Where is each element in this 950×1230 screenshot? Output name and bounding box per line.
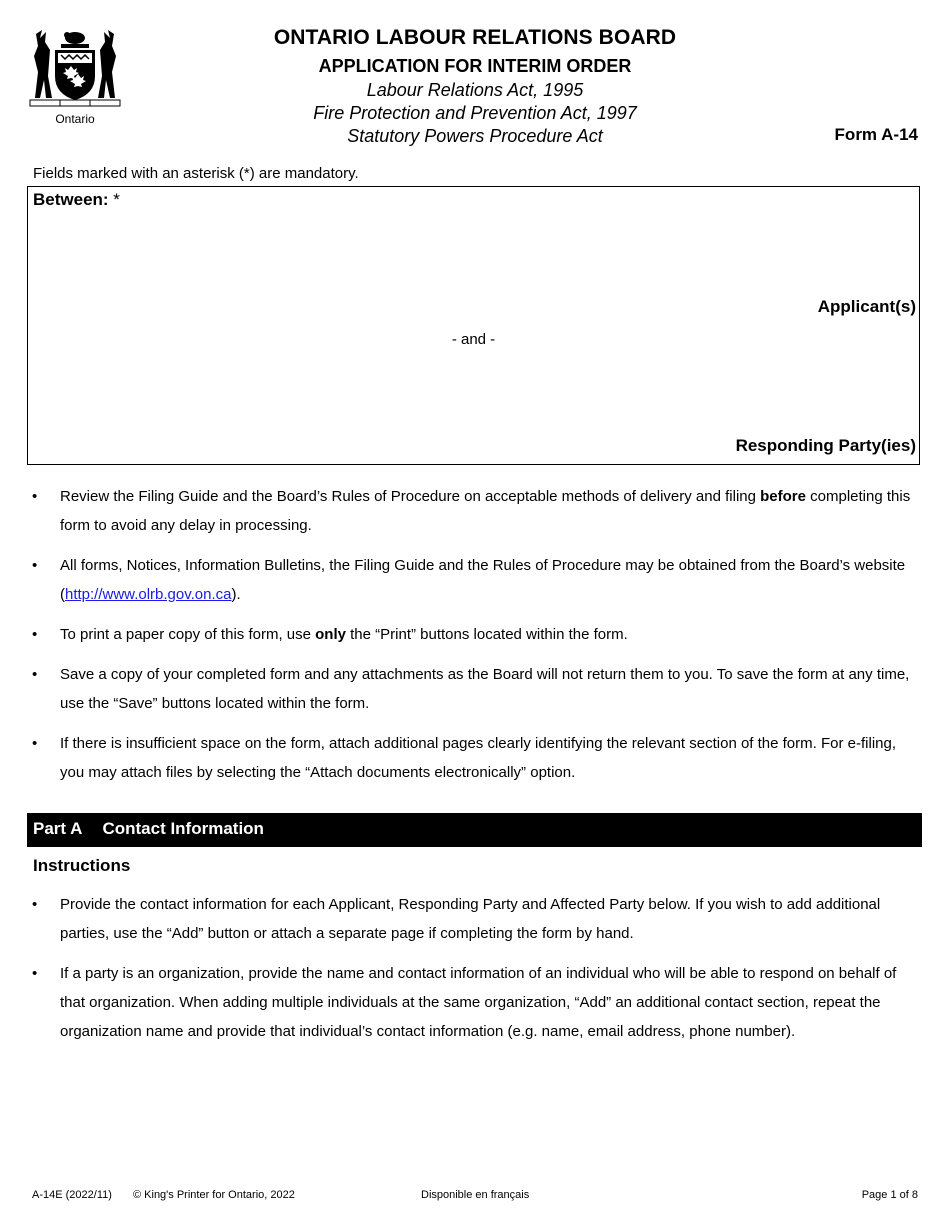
footer-french-available: Disponible en français [421, 1189, 530, 1201]
list-item: • If a party is an organization, provide the name and contact information of an individual who will be able to respond on behalf of that organization. When adding multiple individuals at the same organization, “Add” an additional contact section, repeat the organization name and provide that individual’s contact information (e.g. name, email address, phone number). [32, 965, 897, 1040]
list-item: • Provide the contact information for each Applicant, Responding Party and Affected Party below. If you wish to add additional parties, use the “Add” button or attach a separate page if completing the form by hand. [32, 896, 881, 942]
act-statutory-powers: Statutory Powers Procedure Act [347, 126, 603, 146]
footer-copyright: © King's Printer for Ontario, 2022 [133, 1189, 295, 1201]
footer-page-number: Page 1 of 8 [861, 1189, 918, 1201]
mandatory-note: Fields marked with an asterisk (*) are mandatory. [33, 165, 359, 182]
list-item: • All forms, Notices, Information Bulletins, the Filing Guide and the Rules of Procedure may be obtained from the Board’s website (http://www.olrb.gov.on.ca). [32, 557, 906, 603]
applicants-label: Applicant(s) [817, 297, 916, 316]
instructions-heading: Instructions [33, 856, 131, 875]
olrb-website-link[interactable]: http://www.olrb.gov.on.ca [65, 586, 232, 603]
part-a-label: Part A [33, 819, 83, 838]
part-a-instructions-list [32, 890, 922, 1057]
form-number: Form A-14 [834, 125, 918, 144]
part-a-header [27, 813, 922, 847]
act-labour-relations: Labour Relations Act, 1995 [366, 80, 584, 100]
list-item: • Review the Filing Guide and the Board’s Rules of Procedure on acceptable methods of delivery and filing before completing this form to avoid any delay in processing. [32, 488, 911, 534]
general-instructions-list [32, 482, 922, 798]
between-parties-field[interactable] [27, 186, 920, 465]
coat-of-arms-icon [28, 28, 122, 110]
footer-form-code: A-14E (2022/11) [32, 1189, 112, 1201]
form-header [150, 26, 800, 148]
and-separator: - and - [451, 331, 496, 348]
application-title: APPLICATION FOR INTERIM ORDER [318, 56, 632, 76]
list-item: • To print a paper copy of this form, use only the “Print” buttons located within the form. [32, 626, 628, 643]
list-item: • Save a copy of your completed form and any attachments as the Board will not return them to you. To save the form at any time, use the “Save” buttons located within the form. [32, 666, 910, 712]
ontario-coat-of-arms-logo [28, 28, 122, 128]
board-title: ONTARIO LABOUR RELATIONS BOARD [273, 26, 677, 49]
responding-parties-label: Responding Party(ies) [735, 436, 916, 455]
logo-label: Ontario [55, 112, 95, 126]
act-fire-protection: Fire Protection and Prevention Act, 1997 [313, 103, 637, 123]
list-item: • If there is insufficient space on the form, attach additional pages clearly identifying the relevant section of the form. For e-filing, you may attach files by selecting the “Attach documents electronically” option. [32, 735, 897, 781]
between-label: Between: * [33, 190, 120, 209]
part-a-title: Contact Information [102, 819, 264, 838]
